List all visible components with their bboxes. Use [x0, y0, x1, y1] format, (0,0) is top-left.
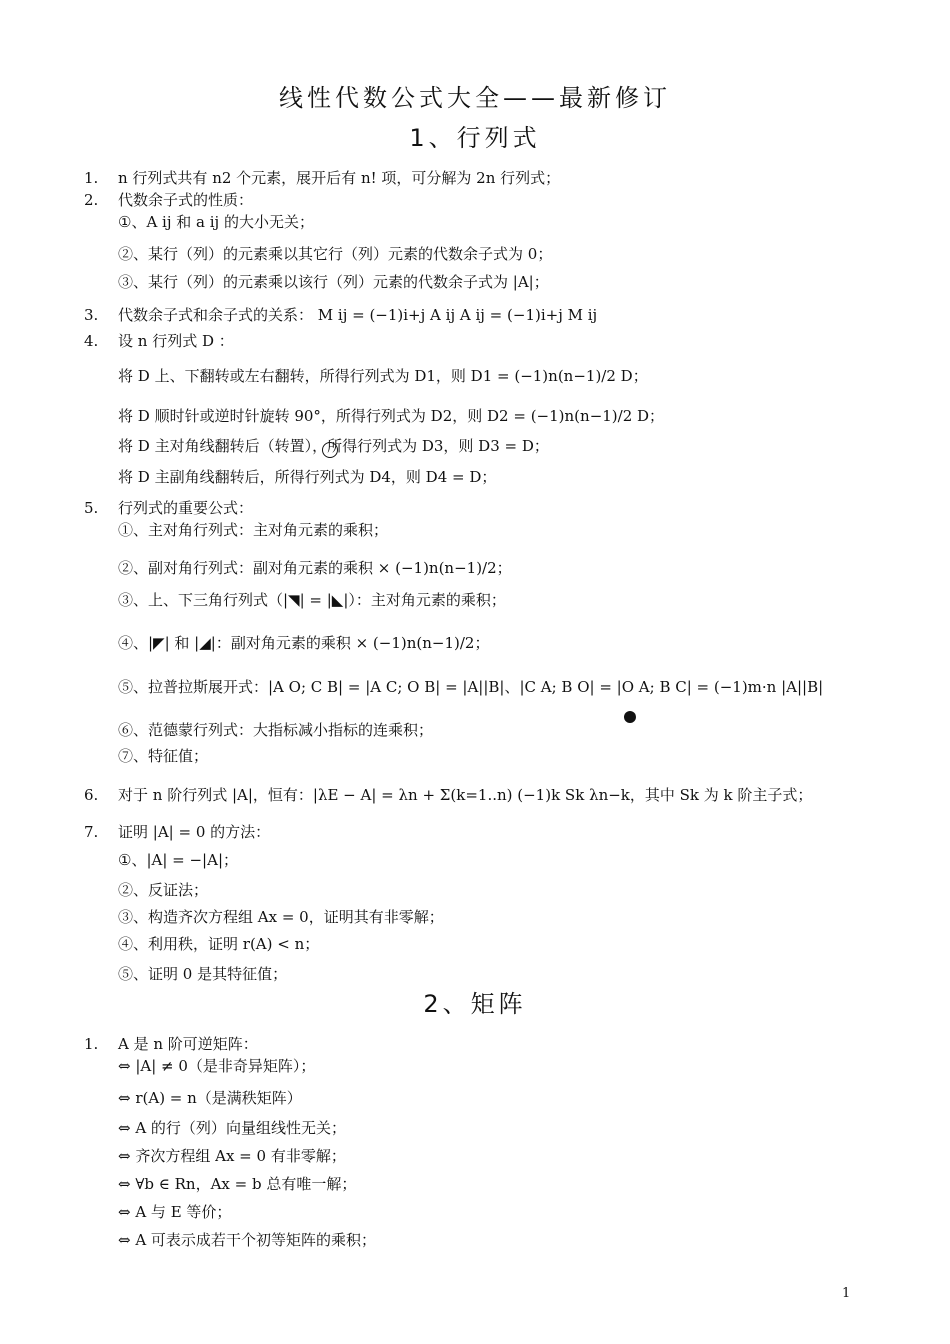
list-item: ②、反证法；	[118, 881, 209, 899]
item-number: 2.	[84, 191, 99, 209]
list-item: ⇔ ∀b ∈ Rn，Ax = b 总有唯一解；	[118, 1175, 357, 1193]
list-item: ⑥、范德蒙行列式：大指标减小指标的连乘积；	[118, 721, 434, 739]
item-number: 6.	[84, 786, 99, 804]
list-item: ②、某行（列）的元素乘以其它行（列）元素的代数余子式为 0；	[118, 245, 553, 263]
item-number: 5.	[84, 499, 99, 517]
item-number: 4.	[84, 332, 99, 350]
list-item: ⑤、证明 0 是其特征值；	[118, 965, 288, 983]
list-item: 对于 n 阶行列式 |A|，恒有：|λE − A| = λn + Σ(k=1..n) (−1)k Sk λn−k，其中 Sk 为 k 阶主子式；	[118, 786, 813, 804]
list-item: ①、|A| = −|A|；	[118, 851, 239, 869]
item-number: 1.	[84, 1035, 99, 1053]
list-item: 将 D 上、下翻转或左右翻转，所得行列式为 D1，则 D1 = (−1)n(n−1)/2 D；	[118, 367, 648, 385]
list-item: ④、利用秩，证明 r(A) < n；	[118, 935, 320, 953]
list-item: ③、上、下三角行列式（|◥| = |◣|）：主对角元素的乘积；	[118, 591, 506, 609]
page-number: 1	[842, 1286, 851, 1301]
document-title: 线性代数公式大全——最新修订	[279, 84, 671, 112]
item-number: 7.	[84, 823, 99, 841]
list-item: ⇔ 齐次方程组 Ax = 0 有非零解；	[118, 1147, 346, 1165]
list-item: ⑦、特征值；	[118, 747, 209, 765]
list-item: ⇔ A 可表示成若干个初等矩阵的乘积；	[118, 1231, 376, 1249]
list-item: n 行列式共有 n2 个元素，展开后有 n! 项，可分解为 2n 行列式；	[118, 169, 561, 187]
list-item: ⇔ A 的行（列）向量组线性无关；	[118, 1119, 346, 1137]
list-item: ③、构造齐次方程组 Ax = 0，证明其有非零解；	[118, 908, 444, 926]
item-number: 1.	[84, 169, 99, 187]
list-item: ④、|◤| 和 |◢|：副对角元素的乘积 × (−1)n(n−1)/2；	[118, 634, 490, 652]
list-item: ①、主对角行列式：主对角元素的乘积；	[118, 521, 389, 539]
list-item: ②、副对角行列式：副对角元素的乘积 × (−1)n(n−1)/2；	[118, 559, 512, 577]
list-item: 代数余子式和余子式的关系： M ij = (−1)i+j A ij A ij = (−1)i+j M ij	[118, 306, 598, 324]
section-heading-matrix: 2、矩阵	[423, 990, 527, 1018]
list-item: 设 n 行列式 D ：	[118, 332, 234, 350]
list-item: ③、某行（列）的元素乘以该行（列）元素的代数余子式为 |A|；	[118, 273, 549, 291]
list-item: ①、A ij 和 a ij 的大小无关；	[118, 213, 314, 231]
list-item: ⇔ r(A) = n（是满秩矩阵）	[118, 1089, 302, 1107]
list-item: 行列式的重要公式：	[118, 499, 254, 517]
list-item: 将 D 主副角线翻转后，所得行列式为 D4，则 D4 = D；	[118, 468, 497, 486]
list-item: ⇔ A 与 E 等价；	[118, 1203, 232, 1221]
dot-mark	[624, 711, 636, 723]
list-item: 证明 |A| = 0 的方法：	[118, 823, 271, 841]
list-item: 代数余子式的性质：	[118, 191, 254, 209]
circle-mark	[322, 442, 338, 458]
list-item: A 是 n 阶可逆矩阵：	[118, 1035, 258, 1053]
item-number: 3.	[84, 306, 99, 324]
list-item: ⑤、拉普拉斯展开式：|A O; C B| = |A C; O B| = |A||B|、|C A; B O| = |O A; B C| = (−1)m·n |A||B|	[118, 678, 824, 696]
section-heading-determinant: 1、行列式	[409, 124, 541, 152]
list-item: 将 D 主对角线翻转后（转置），所得行列式为 D3，则 D3 = D；	[118, 437, 549, 455]
list-item: ⇔ |A| ≠ 0（是非奇异矩阵）；	[118, 1057, 316, 1075]
list-item: 将 D 顺时针或逆时针旋转 90°，所得行列式为 D2，则 D2 = (−1)n(n−1)/2 D；	[118, 407, 665, 425]
